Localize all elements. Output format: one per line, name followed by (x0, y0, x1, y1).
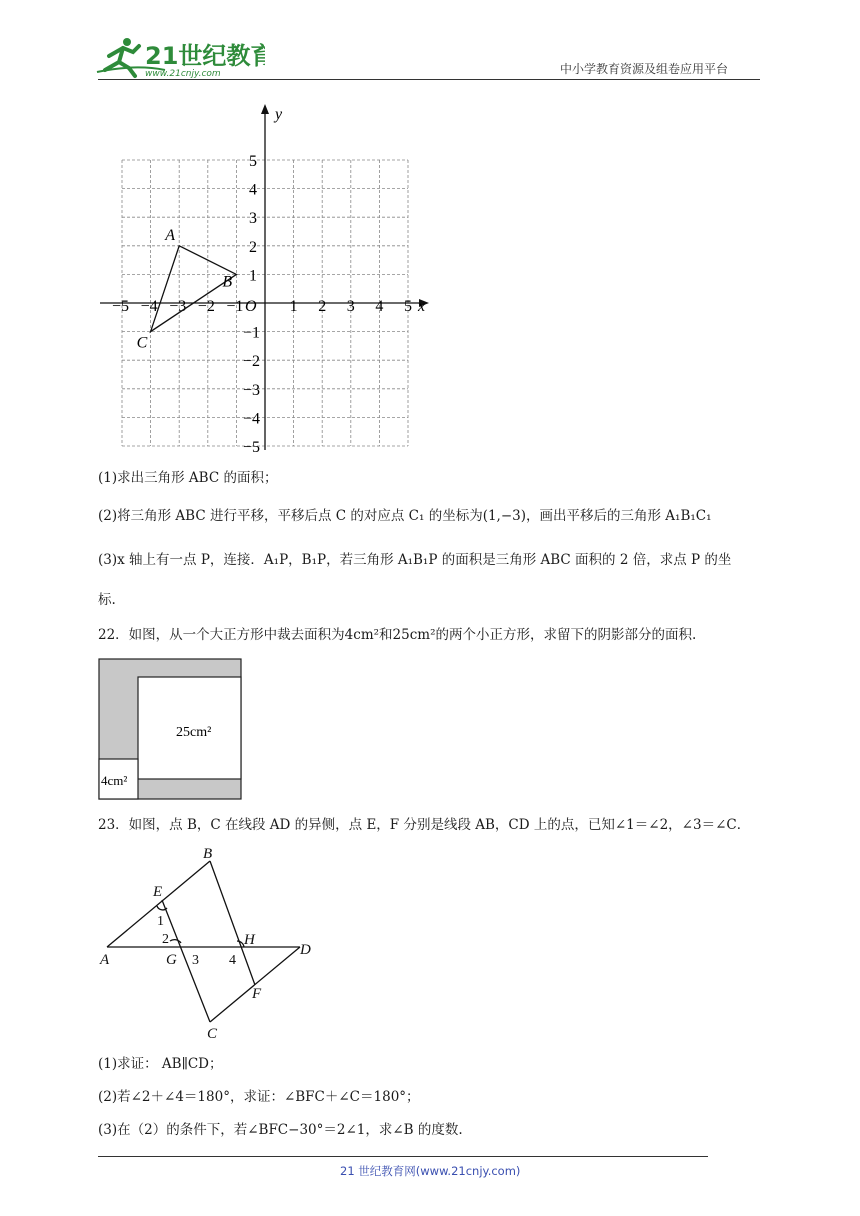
x-tick-label: 1 (289, 298, 298, 315)
y-tick-label: −5 (243, 439, 261, 452)
squares-figure (98, 658, 244, 802)
label-4cm2: 4cm² (101, 773, 128, 788)
y-axis-arrow (261, 104, 269, 114)
label-b: B (203, 846, 213, 862)
x-tick-label: −5 (112, 298, 130, 315)
label-a: A (100, 952, 110, 968)
x-tick-label: −3 (169, 298, 187, 315)
x-axis-label: x (418, 298, 426, 315)
x-tick-label: −2 (197, 298, 215, 315)
x-tick-label: 4 (375, 298, 384, 315)
q21-part3-line2: 标. (98, 592, 116, 608)
q21-part2: (2)将三角形 ABC 进行平移，平移后点 C 的对应点 C₁ 的坐标为(1,−3)，画出平移后的三角形 A₁B₁C₁ (98, 508, 712, 524)
y-tick-label: 2 (249, 238, 257, 256)
q21-part3-line1: (3)x 轴上有一点 P，连接．A₁P，B₁P，若三角形 A₁B₁P 的面积是三角形 ABC 面积的 2 倍，求点 P 的坐 (98, 552, 732, 568)
y-tick-label: 3 (249, 210, 257, 228)
q21-part1: (1)求出三角形 ABC 的面积； (98, 470, 278, 486)
y-tick-label: −1 (243, 324, 261, 342)
segment-dc (210, 947, 300, 1022)
label-angle-2: 2 (162, 932, 169, 947)
vertex-label-c: C (136, 334, 148, 352)
x-tick-label: −1 (226, 298, 244, 315)
label-c: C (207, 1026, 218, 1042)
label-angle-3: 3 (192, 953, 199, 968)
y-tick-label: 5 (249, 153, 257, 170)
label-g: G (166, 952, 177, 968)
footer-text: 21 世纪教育网(www.21cnjy.com) (340, 1164, 521, 1178)
y-tick-label: −2 (243, 353, 261, 371)
q23-part3: (3)在（2）的条件下，若∠BFC−30°＝2∠1，求∠B 的度数. (98, 1122, 463, 1138)
logo-title: 21世纪教育 (145, 42, 265, 70)
header-divider (98, 79, 760, 80)
parallel-lines-figure (95, 840, 330, 1045)
x-tick-label: −4 (140, 298, 158, 315)
q23-text: 23．如图，点 B，C 在线段 AD 的异侧，点 E，F 分别是线段 AB，CD 上的点，已知∠1＝∠2，∠3＝∠C． (98, 817, 751, 833)
platform-title: 中小学教育资源及组卷应用平台 (560, 62, 729, 76)
x-tick-label: 3 (346, 298, 355, 315)
vertex-label-b: B (222, 273, 233, 291)
y-tick-label: −4 (243, 410, 261, 428)
label-angle-4: 4 (229, 953, 236, 968)
y-tick-label: 1 (249, 267, 257, 285)
footer-divider (98, 1156, 708, 1157)
label-25cm2: 25cm² (176, 725, 212, 740)
label-e: E (153, 884, 163, 900)
label-h: H (244, 932, 255, 948)
segment-ab (107, 861, 210, 947)
origin-label: O (245, 298, 257, 315)
label-d: D (300, 942, 311, 958)
y-tick-label: 4 (249, 181, 257, 199)
x-tick-label: 2 (318, 298, 327, 315)
coordinate-figure (95, 100, 440, 452)
q22-text: 22．如图，从一个大正方形中裁去面积为4cm²和25cm²的两个小正方形，求留下的阴影部分的面积. (98, 627, 697, 643)
q23-part1: (1)求证： AB∥CD； (98, 1056, 223, 1072)
label-angle-1: 1 (157, 914, 164, 929)
vertex-label-a: A (165, 226, 175, 244)
site-logo (95, 34, 265, 80)
y-tick-label: −3 (243, 381, 261, 399)
label-f: F (252, 986, 262, 1002)
logo-graphic (95, 34, 265, 80)
logo-url: www.21cnjy.com (145, 69, 221, 79)
x-tick-label: 5 (404, 298, 412, 315)
y-axis-label: y (275, 106, 283, 123)
q23-part2: (2)若∠2＋∠4＝180°，求证：∠BFC＋∠C＝180°； (98, 1089, 420, 1105)
